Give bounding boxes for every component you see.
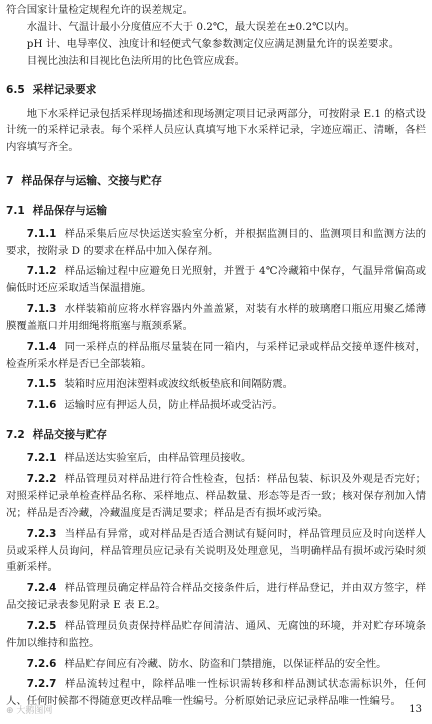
page-footer bbox=[0, 700, 432, 724]
intro-block bbox=[6, 2, 426, 69]
clause-text: 当样品有异常，或对样品是否适合测试有疑问时，样品管理员应及时向送样人员或采样人员询问，样品管理员应记录有关说明及处理意见，当明确样品有损坏或污染时须重新采样。 bbox=[6, 527, 426, 574]
clause-text: 样品流转过程中，除样品唯一性标识需转移和样品测试状态需标识外，任何人、任何时候都不得随意更改样品唯一性编号。分析原始记录应记录样品唯一性编号。 bbox=[6, 678, 426, 708]
clause bbox=[6, 656, 426, 673]
clause-number: 7.2.5 bbox=[26, 619, 57, 632]
clause-text: 运输时应有押运人员，防止样品损坏或受沾污。 bbox=[64, 399, 283, 412]
clause-text: 样品采集后应尽快运送实验室分析，并根据监测目的、监测项目和监测方法的要求，按附录 D 的要求在样品中加入保存剂。 bbox=[6, 227, 426, 257]
clause-number: 7.2.2 bbox=[26, 473, 57, 486]
clause-number: 7.2.7 bbox=[26, 678, 57, 691]
clause bbox=[6, 580, 426, 614]
clause-text: 同一采样点的样品瓶尽量装在同一箱内，与采样记录或样品交接单逐件核对，检查所采水样是否已全部装箱。 bbox=[6, 340, 426, 370]
intro-line: 目视比浊法和目视比色法所用的比色管应成套。 bbox=[26, 54, 245, 67]
clause-text: 样品送达实验室后，由样品管理员接收。 bbox=[64, 452, 252, 465]
section-heading-6-5 bbox=[6, 82, 426, 99]
clause-text: 样品管理员确定样品符合样品交接条件后，进行样品登记，并由双方签字，样品交接记录表参见附录 E 表 E.2。 bbox=[6, 582, 426, 612]
clause-number: 7.2.4 bbox=[26, 582, 57, 595]
clause-number: 7.1.2 bbox=[26, 265, 57, 278]
clause-text: 水样装箱前应将水样容器内外盖盖紧，对装有水样的玻璃磨口瓶应用聚乙烯薄膜覆盖瓶口并用细绳将瓶塞与瓶颈系紧。 bbox=[6, 303, 426, 332]
clause-number: 7.2.1 bbox=[26, 452, 57, 465]
document-page bbox=[6, 2, 426, 710]
section-number: 7.2 bbox=[6, 429, 25, 442]
page-number: 13 bbox=[409, 703, 422, 715]
clause-number: 7.2.6 bbox=[26, 657, 57, 670]
clause-number: 7.1.5 bbox=[26, 378, 57, 391]
section-title: 样品交接与贮存 bbox=[32, 429, 107, 442]
clause bbox=[6, 226, 426, 260]
clause bbox=[6, 397, 426, 414]
intro-line: pH 计、电导率仪、浊度计和轻便式气象参数测定仪应满足测量允许的误差要求。 bbox=[26, 37, 400, 50]
clause bbox=[6, 263, 426, 297]
section-number: 6.5 bbox=[6, 84, 25, 97]
clause-number: 7.2.3 bbox=[26, 527, 57, 540]
chapter-number: 7 bbox=[6, 174, 14, 188]
section-title: 样品保存与运输 bbox=[32, 204, 107, 217]
clause-number: 7.1.4 bbox=[26, 340, 57, 353]
clause bbox=[6, 450, 426, 467]
clause bbox=[6, 618, 426, 652]
watermark: ⊕ 大鹅图网 bbox=[6, 706, 53, 717]
clause bbox=[6, 301, 426, 335]
clause-number: 7.1.3 bbox=[26, 303, 57, 316]
clause bbox=[6, 526, 426, 577]
clause-text: 样品管理员负责保持样品贮存间清洁、通风、无腐蚀的环境，并对贮存环境条件加以维持和监控。 bbox=[6, 619, 426, 649]
section-number: 7.1 bbox=[6, 204, 25, 217]
clause-number: 7.1.1 bbox=[26, 227, 57, 240]
section-title: 采样记录要求 bbox=[32, 84, 97, 97]
clause-text: 装箱时应用泡沫塑料或波纹纸板垫底和间隔防震。 bbox=[64, 378, 293, 391]
clause-number: 7.1.6 bbox=[26, 399, 57, 412]
intro-line: 水温计、气温计最小分度值应不大于 0.2℃，最大误差在±0.2℃以内。 bbox=[26, 20, 355, 33]
section-body-6-5: 地下水采样记录包括采样现场描述和现场测定项目记录两部分，可按附录 E.1 的格式设计统一的采样记录表。每个采样人员应认真填写地下水采样记录，字迹应端正、清晰，各栏内容填写齐全。 bbox=[6, 107, 426, 154]
intro-line: 符合国家计量检定规程允许的误差规定。 bbox=[6, 4, 194, 16]
clause bbox=[6, 471, 426, 522]
clause bbox=[6, 376, 426, 393]
clause-text: 样品运输过程中应避免日光照射，并置于 4℃冷藏箱中保存，气温异常偏高或偏低时还应采取适当保温措施。 bbox=[6, 265, 426, 295]
clause-text: 样品管理员对样品进行符合性检查，包括：样品包装、标识及外观是否完好；对照采样记录单检查样品名称、采样地点、样品数量、形态等是否一致；核对保存剂加入情况；样品是否冷藏，冷藏温度是否满足要求；样品是否有损坏或污染。 bbox=[6, 473, 426, 519]
chapter-title: 样品保存与运输、交接与贮存 bbox=[21, 174, 162, 188]
clause-list-7-2 bbox=[6, 450, 426, 710]
section-heading-7-1 bbox=[6, 203, 426, 220]
chapter-heading-7 bbox=[6, 172, 426, 189]
clause bbox=[6, 339, 426, 373]
clause-list-7-1 bbox=[6, 226, 426, 414]
section-heading-7-2 bbox=[6, 427, 426, 444]
clause-text: 样品贮存间应有冷藏、防水、防盗和门禁措施，以保证样品的安全性。 bbox=[64, 657, 387, 670]
